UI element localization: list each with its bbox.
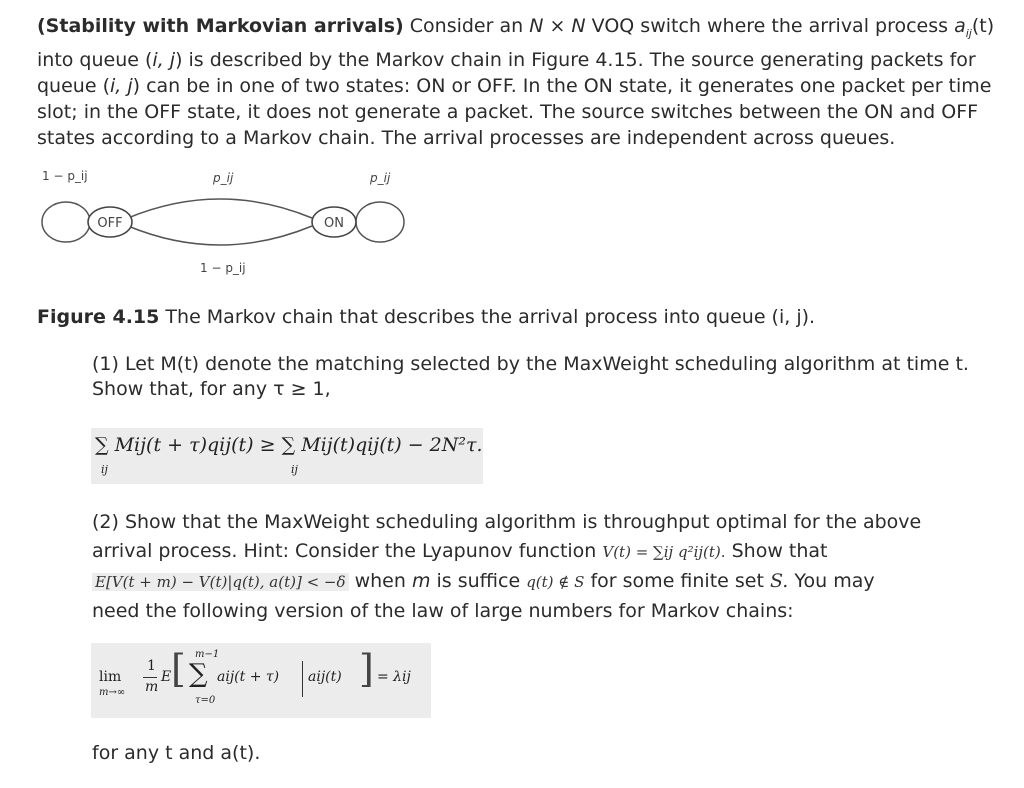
drift-condition: E[V(t + m) − V(t)|q(t), a(t)] < −δ [92, 573, 349, 591]
on-self-loop [356, 202, 404, 242]
figure-caption: Figure 4.15 The Markov chain that describes the arrival process into queue (i, j). [37, 306, 816, 328]
state-off-label: OFF [97, 216, 123, 231]
problem-title: (Stability with Markovian arrivals) [37, 15, 404, 37]
transition-on-to-off [128, 226, 312, 245]
markov-chain-figure [30, 160, 430, 285]
transition-off-to-on [128, 199, 312, 218]
part-2: (2) Show that the MaxWeight scheduling algorithm is throughput optimal for the above arrival process. Hint: Consider the Lyapunov function V(t) = ∑ij q²ij(t). Show that E[V(t + m) − V(t)|q(t), a(t)] < −δ when m is suffice q(t) ∉ S for some finite set S. You may need the following version of the law of large numbers for Markov chains: [92, 511, 922, 622]
part-1: (1) Let M(t) denote the matching selected by the MaxWeight scheduling algorithm at time t. Show that, for any τ ≥ 1, [92, 353, 969, 400]
equation-1: ∑ Mij(t + τ)qij(t) ≥ ∑ Mij(t)qij(t) − 2N²τ. ij ij [91, 428, 483, 484]
state-on-label: ON [324, 216, 344, 231]
off-self-loop [42, 202, 90, 242]
label-off-self: 1 − p_ij [42, 169, 88, 183]
label-on-to-off: 1 − p_ij [200, 261, 246, 275]
equation-2: lim m→∞ 1 m E [ m−1 ∑ τ=0 aij(t + τ) aij(t) ] = λij [91, 643, 431, 718]
label-on-self: p_ij [370, 171, 391, 185]
problem-statement: (Stability with Markovian arrivals) Consider an N × N VOQ switch where the arrival process $a_{ij}(t)$ into queue (i, j) is described by the Markov chain in Figure 4.15. The source generating packets for queue (i, j) can be in one of two states: ON or OFF. In the ON state, it generates one packet per time slot; in the OFF state, it does not generate a packet. The source switches between the ON and OFF states according to a Markov chain. The arrival processes are independent across queues. [37, 15, 995, 149]
label-off-to-on: p_ij [213, 171, 234, 185]
part-3: for any t and a(t). [92, 742, 261, 764]
lyapunov-function: V(t) = ∑ij q²ij(t). [602, 543, 726, 561]
